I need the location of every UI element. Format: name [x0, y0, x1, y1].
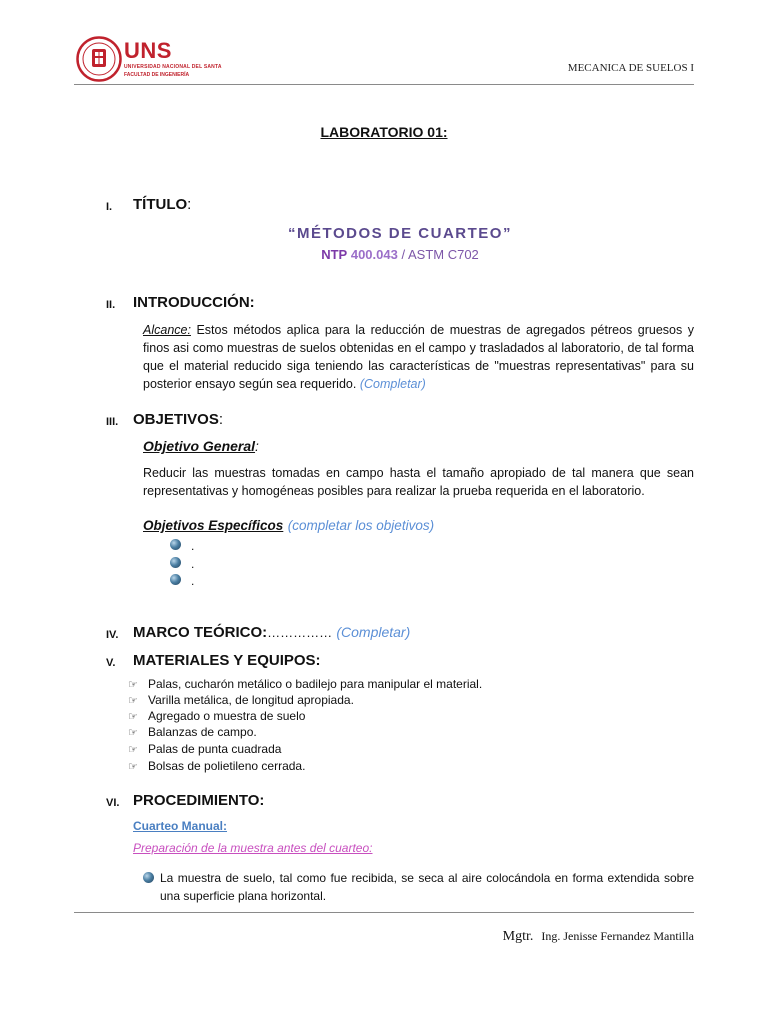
university-seal-icon	[76, 36, 122, 82]
section-number-4: IV.	[106, 629, 119, 641]
uns-logo	[76, 36, 222, 82]
completar-note: (Completar)	[359, 377, 426, 391]
list-item: ☞ Palas, cucharón metálico o badilejo para manipular el material.	[128, 677, 483, 691]
section-title-marco-teorico: MARCO TEÓRICO:…………… (Completar)	[133, 624, 411, 641]
introduction-paragraph: Alcance: Estos métodos aplica para la reducción de muestras de agregados pétreos gruesos y finos asi como muestras de suelos obtenidas en el campo y trasladados al laboratorio, de tal forma que el material reducido siga teniendo las características de "muestras representativas" para su posterior ensayo según sea requerido. (Completar)	[143, 323, 695, 391]
logo-subtitle: UNIVERSIDAD NACIONAL DEL SANTA	[124, 64, 222, 70]
logo-text: UNS	[124, 38, 172, 63]
bullet-ball-icon	[170, 539, 181, 550]
section-number-3: III.	[106, 416, 119, 428]
procedure-subsubtitle: Preparación de la muestra antes del cuarteo:	[133, 841, 373, 855]
specific-objectives-list	[170, 539, 270, 589]
list-item: ☞ Palas de punta cuadrada	[128, 742, 282, 756]
list-item: ☞ Balanzas de campo.	[128, 725, 257, 739]
section-number-6: VI.	[106, 797, 120, 809]
footer-author: Mgtr. Ing. Jenisse Fernandez Mantilla	[502, 929, 694, 944]
lab-title: LABORATORIO 01:	[320, 124, 448, 140]
pointing-hand-icon: ☞	[128, 711, 138, 723]
section-title-materiales: MATERIALES Y EQUIPOS:	[133, 652, 321, 669]
section-title-procedimiento: PROCEDIMIENTO:	[133, 792, 265, 809]
specific-objectives-heading: Objetivos Específicos (completar los objetivos)	[143, 518, 435, 533]
scope-label: Alcance:	[143, 323, 191, 337]
logo-faculty: FACULTAD DE INGENIERÍA	[124, 72, 190, 78]
standard-reference: NTP 400.043 / ASTM C702	[321, 247, 479, 262]
section-number-1: I.	[106, 201, 113, 213]
footer-divider	[74, 912, 694, 913]
procedure-step: La muestra de suelo, tal como fue recibida, se seca al aire colocándola en forma extendida sobre una superficie plana horizontal.	[160, 871, 694, 903]
general-objective-heading: Objetivo General:	[143, 438, 259, 454]
document-title: “MÉTODOS DE CUARTEO”	[288, 225, 512, 242]
pointing-hand-icon: ☞	[128, 695, 138, 707]
procedure-subtitle: Cuarteo Manual:	[133, 819, 228, 833]
bullet-ball-icon	[143, 872, 154, 883]
pointing-hand-icon: ☞	[128, 727, 138, 739]
bullet-ball-icon	[170, 557, 181, 568]
list-item: ☞ Agregado o muestra de suelo	[128, 709, 306, 723]
section-title-objetivos: OBJETIVOS:	[133, 411, 224, 428]
section-title-introduccion: INTRODUCCIÓN:	[133, 294, 255, 311]
general-objective-text: Reducir las muestras tomadas en campo hasta el tamaño apropiado de tal manera que sean representativas y homogéneas posibles para realizar la prueba requerida en el laboratorio.	[143, 466, 694, 498]
pointing-hand-icon: ☞	[128, 744, 138, 756]
list-item: ☞ Bolsas de polietileno cerrada.	[128, 759, 306, 773]
list-item: .	[191, 557, 195, 571]
bullet-ball-icon	[170, 574, 181, 585]
header-divider	[74, 84, 694, 85]
pointing-hand-icon: ☞	[128, 679, 138, 691]
section-number-2: II.	[106, 299, 116, 311]
list-item: .	[191, 539, 195, 553]
section-number-5: V.	[106, 657, 116, 669]
pointing-hand-icon: ☞	[128, 761, 138, 773]
course-name: MECANICA DE SUELOS I	[567, 62, 694, 74]
list-item: ☞ Varilla metálica, de longitud apropiada.	[128, 693, 354, 707]
section-title-titulo: TÍTULO:	[133, 196, 192, 213]
list-item: .	[191, 574, 195, 588]
